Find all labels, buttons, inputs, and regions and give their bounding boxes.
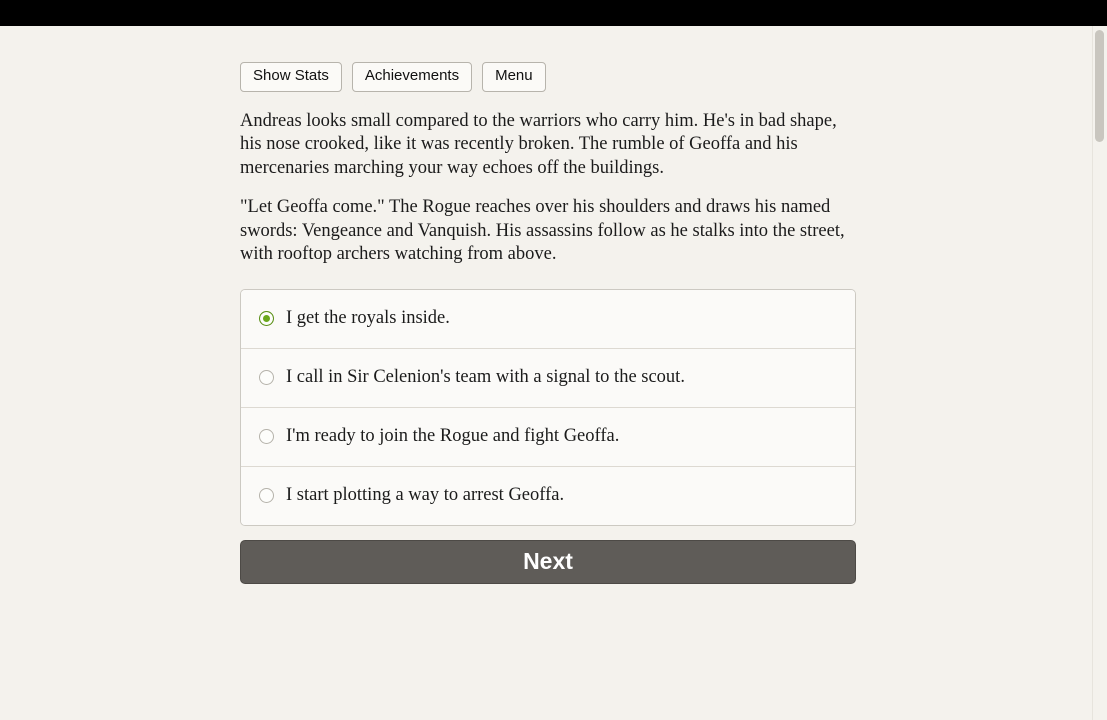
story-paragraph-1: Andreas looks small compared to the warriors who carry him. He's in bad shape, his nose crooked, like it was recently broken. The rumble of Geoffa and his mercenaries marching your way echoes off the buildings.: [240, 110, 837, 178]
next-button[interactable]: Next: [240, 540, 856, 584]
choice-label: I'm ready to join the Rogue and fight Geoffa.: [286, 426, 620, 447]
page-scrollbar[interactable]: [1092, 26, 1107, 720]
choice-label: I call in Sir Celenion's team with a signal to the scout.: [286, 367, 685, 388]
game-page: [0, 26, 1093, 720]
story-paragraph-2: "Let Geoffa come." The Rogue reaches over his shoulders and draws his named swords: Vengeance and Vanquish. His assassins follow as he stalks into the street, with rooftop archers watching from above.: [240, 197, 845, 264]
radio-icon[interactable]: [259, 311, 274, 326]
scrollbar-thumb[interactable]: [1095, 30, 1104, 142]
choice-list: [240, 289, 856, 526]
choice-option-3[interactable]: [241, 408, 855, 467]
radio-icon[interactable]: [259, 429, 274, 444]
game-content: [240, 62, 856, 584]
choice-label: I get the royals inside.: [286, 308, 450, 329]
browser-top-bar: [0, 0, 1107, 26]
choice-option-4[interactable]: [241, 467, 855, 525]
radio-icon[interactable]: [259, 488, 274, 503]
choice-option-1[interactable]: [241, 290, 855, 349]
toolbar: [240, 62, 856, 92]
choice-label: I start plotting a way to arrest Geoffa.: [286, 485, 565, 506]
choice-option-2[interactable]: [241, 349, 855, 408]
radio-icon[interactable]: [259, 370, 274, 385]
menu-button[interactable]: Menu: [482, 62, 546, 92]
show-stats-button[interactable]: Show Stats: [240, 62, 342, 92]
achievements-button[interactable]: Achievements: [352, 62, 472, 92]
